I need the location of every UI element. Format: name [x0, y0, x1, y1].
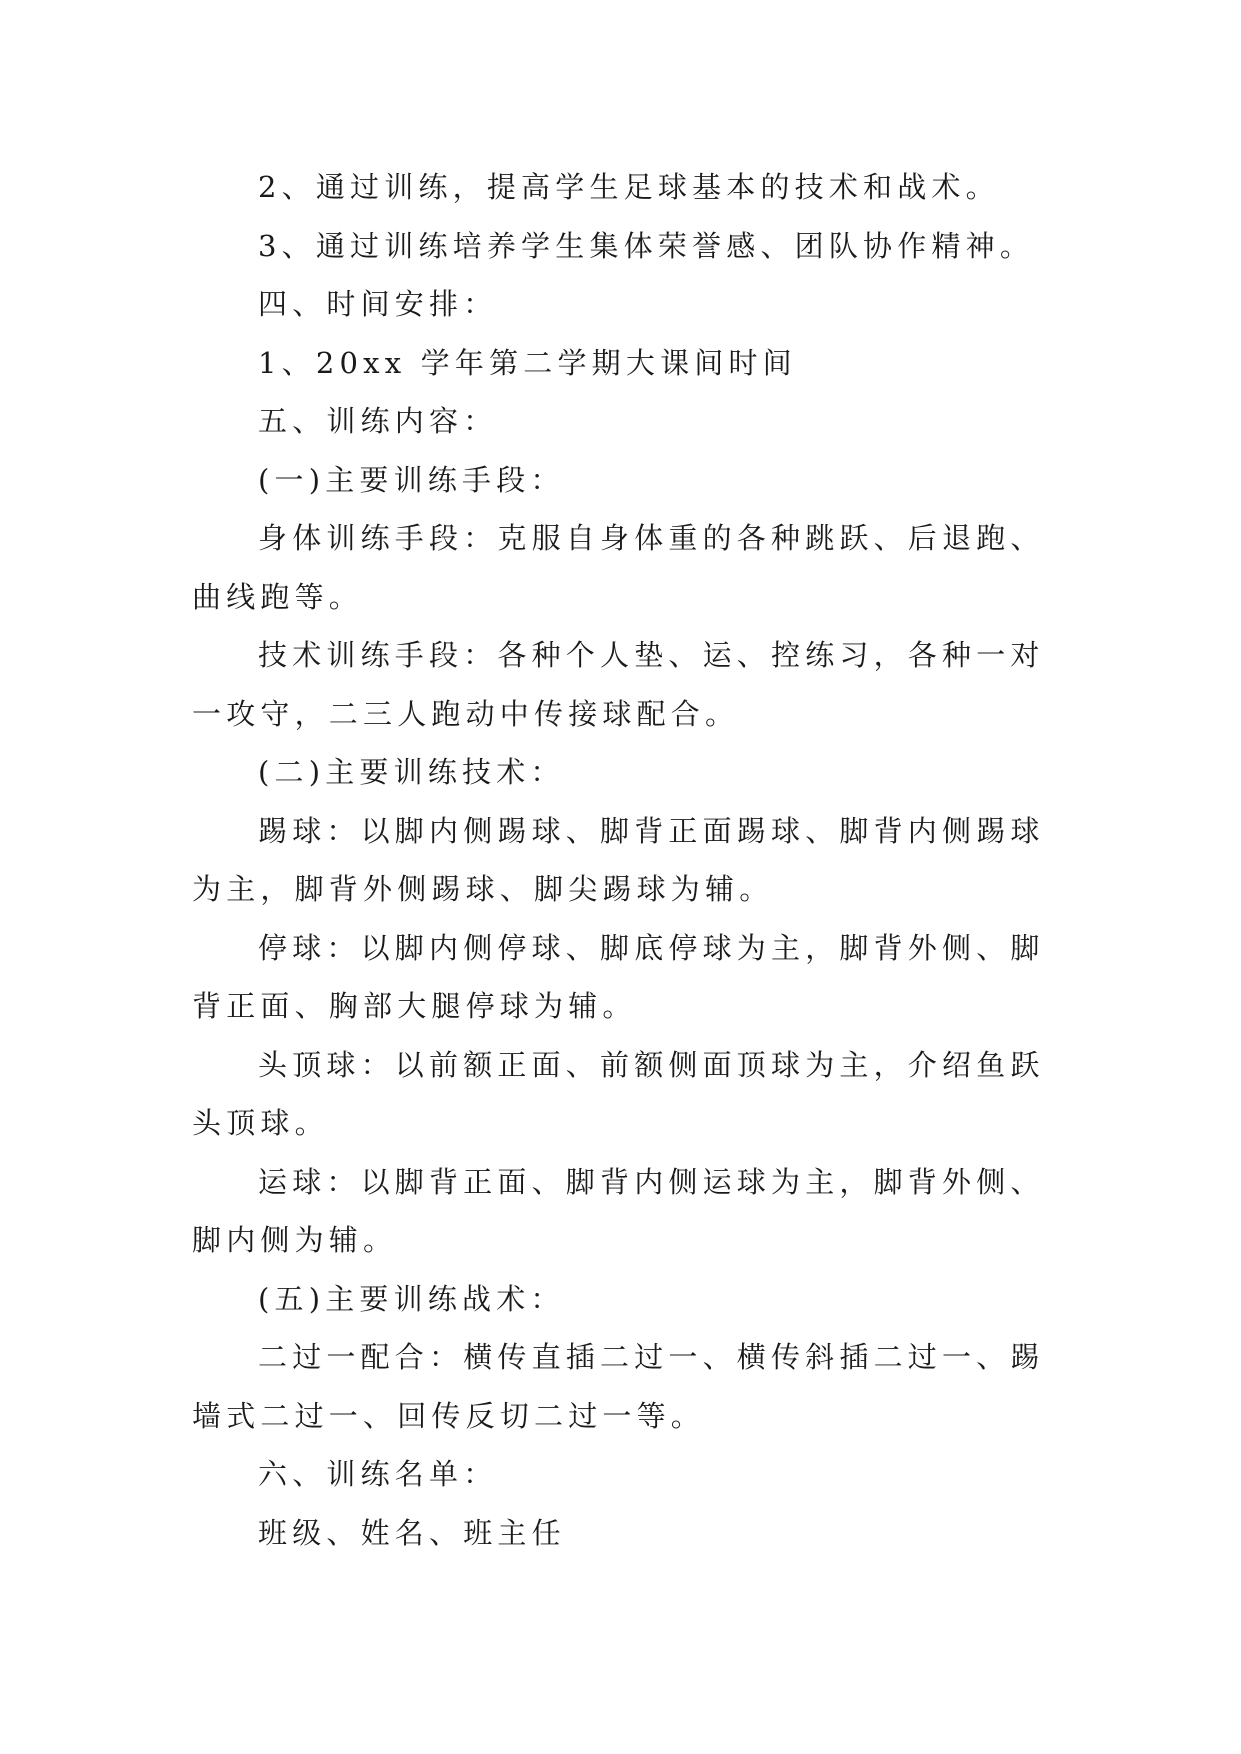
paragraph-trapping: 停球：以脚内侧停球、脚底停球为主，脚背外侧、脚背正面、胸部大腿停球为辅。	[192, 930, 1045, 1023]
paragraph-one-two: 二过一配合：横传直插二过一、横传斜插二过一、踢墙式二过一、回传反切二过一等。	[192, 1340, 1045, 1433]
document-body	[192, 158, 1052, 1562]
paragraph-physical-training: 身体训练手段：克服自身体重的各种跳跃、后退跑、曲线跑等。	[192, 521, 1045, 614]
paragraph-goal-2: 2、通过训练，提高学生足球基本的技术和战术。	[258, 170, 1000, 204]
section-heading-schedule: 四、时间安排：	[258, 287, 498, 321]
subheading-training-tactics: (五)主要训练战术：	[258, 1281, 565, 1316]
section-heading-roster: 六、训练名单：	[258, 1457, 498, 1491]
section-heading-content: 五、训练内容：	[258, 404, 498, 438]
paragraph-heading: 头顶球：以前额正面、前额侧面顶球为主，介绍鱼跃头顶球。	[192, 1047, 1045, 1140]
paragraph-dribbling: 运球：以脚背正面、脚背内侧运球为主，脚背外侧、脚内侧为辅。	[192, 1164, 1045, 1257]
paragraph-technical-training: 技术训练手段：各种个人垫、运、控练习，各种一对一攻守，二三人跑动中传接球配合。	[192, 638, 1045, 731]
paragraph-kicking: 踢球：以脚内侧踢球、脚背正面踢球、脚背内侧踢球为主，脚背外侧踢球、脚尖踢球为辅。	[192, 813, 1045, 906]
paragraph-roster-columns: 班级、姓名、班主任	[258, 1515, 566, 1550]
subheading-training-techniques: (二)主要训练技术：	[258, 755, 565, 789]
subheading-training-methods: (一)主要训练手段：	[258, 462, 565, 497]
paragraph-goal-3: 3、通过训练培养学生集体荣誉感、团队协作精神。	[258, 228, 1035, 263]
paragraph-schedule-1: 1、20xx 学年第二学期大课间时间	[258, 345, 797, 380]
